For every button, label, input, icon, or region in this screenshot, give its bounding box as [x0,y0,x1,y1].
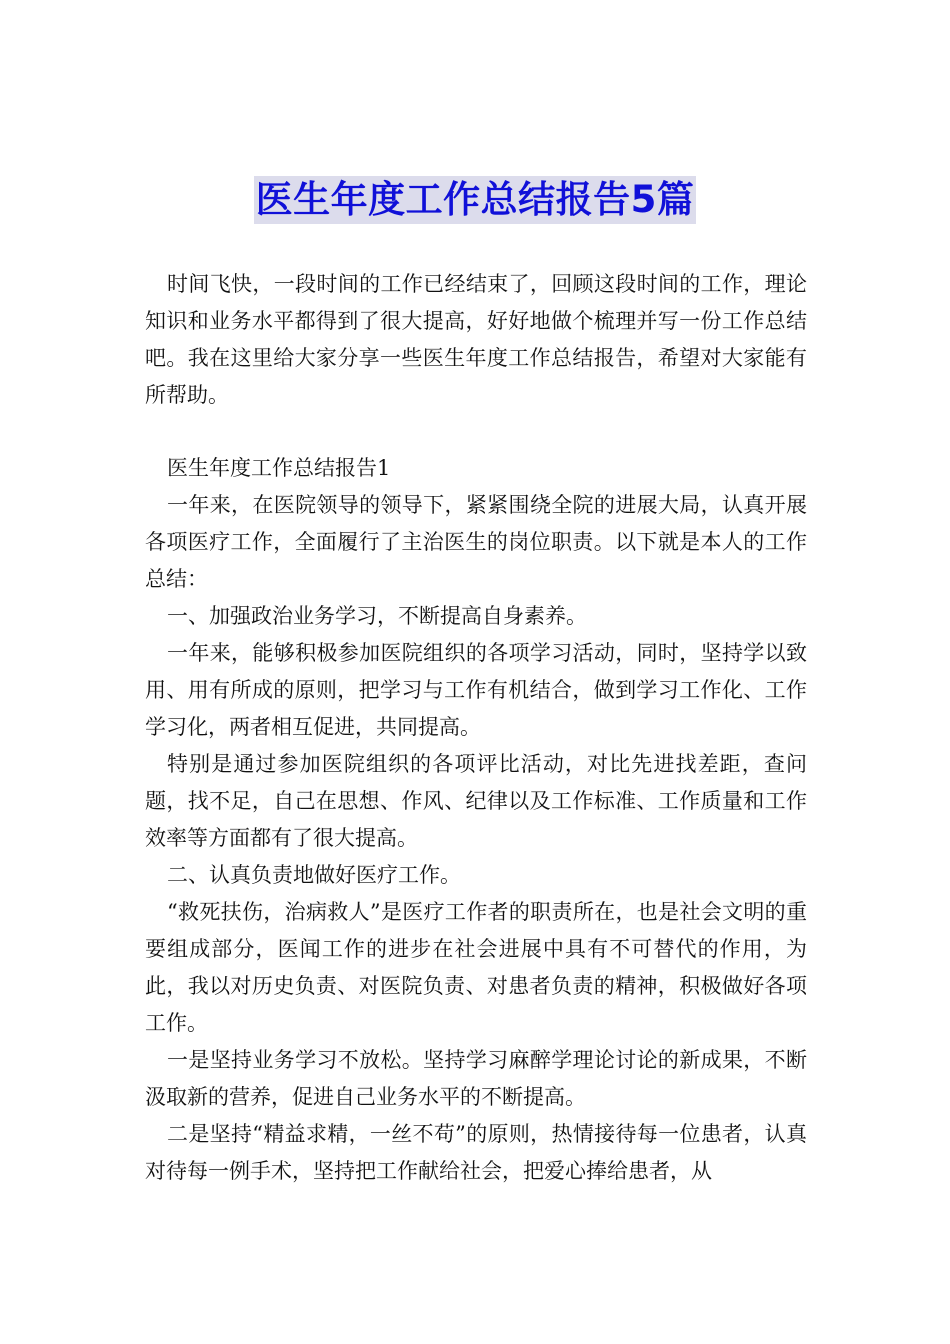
intro-paragraph: 时间飞快，一段时间的工作已经结束了，回顾这段时间的工作，理论知识和业务水平都得到了很大提高，好好地做个梳理并写一份工作总结吧。我在这里给大家分享一些医生年度工作总结报告，希望对大家能有所帮助。 [145,272,807,407]
body-paragraph: “救死扶伤，治病救人”是医疗工作者的职责所在，也是社会文明的重要组成部分，医闻工作的进步在社会进展中具有不可替代的作用，为此，我以对历史负责、对医院负责、对患者负责的精神，积极做好各项工作。 [145,900,807,1035]
title-container [0,176,950,224]
section-heading: 医生年度工作总结报告1 [167,456,391,480]
body-paragraph: 一年来，能够积极参加医院组织的各项学习活动，同时，坚持学以致用、用有所成的原则，把学习与工作有机结合，做到学习工作化、工作学习化，两者相互促进，共同提高。 [145,641,807,739]
body-paragraph: 一、加强政治业务学习，不断提高自身素养。 [167,604,587,628]
body-paragraph: 一是坚持业务学习不放松。坚持学习麻醉学理论讨论的新成果，不断汲取新的营养，促进自己业务水平的不断提高。 [145,1048,807,1109]
body-paragraph: 一年来，在医院领导的领导下，紧紧围绕全院的进展大局，认真开展各项医疗工作，全面履行了主治医生的岗位职责。以下就是本人的工作总结： [145,493,807,591]
body-paragraph: 二是坚持“精益求精，一丝不苟”的原则，热情接待每一位患者，认真对待每一例手术，坚持把工作献给社会，把爱心捧给患者，从 [145,1122,807,1183]
document-body [145,266,807,1190]
body-paragraph: 二、认真负责地做好医疗工作。 [167,863,461,887]
document-title: 医生年度工作总结报告5篇 [254,176,697,224]
body-paragraph: 特别是通过参加医院组织的各项评比活动，对比先进找差距，查问题，找不足，自己在思想、作风、纪律以及工作标准、工作质量和工作效率等方面都有了很大提高。 [145,752,807,850]
